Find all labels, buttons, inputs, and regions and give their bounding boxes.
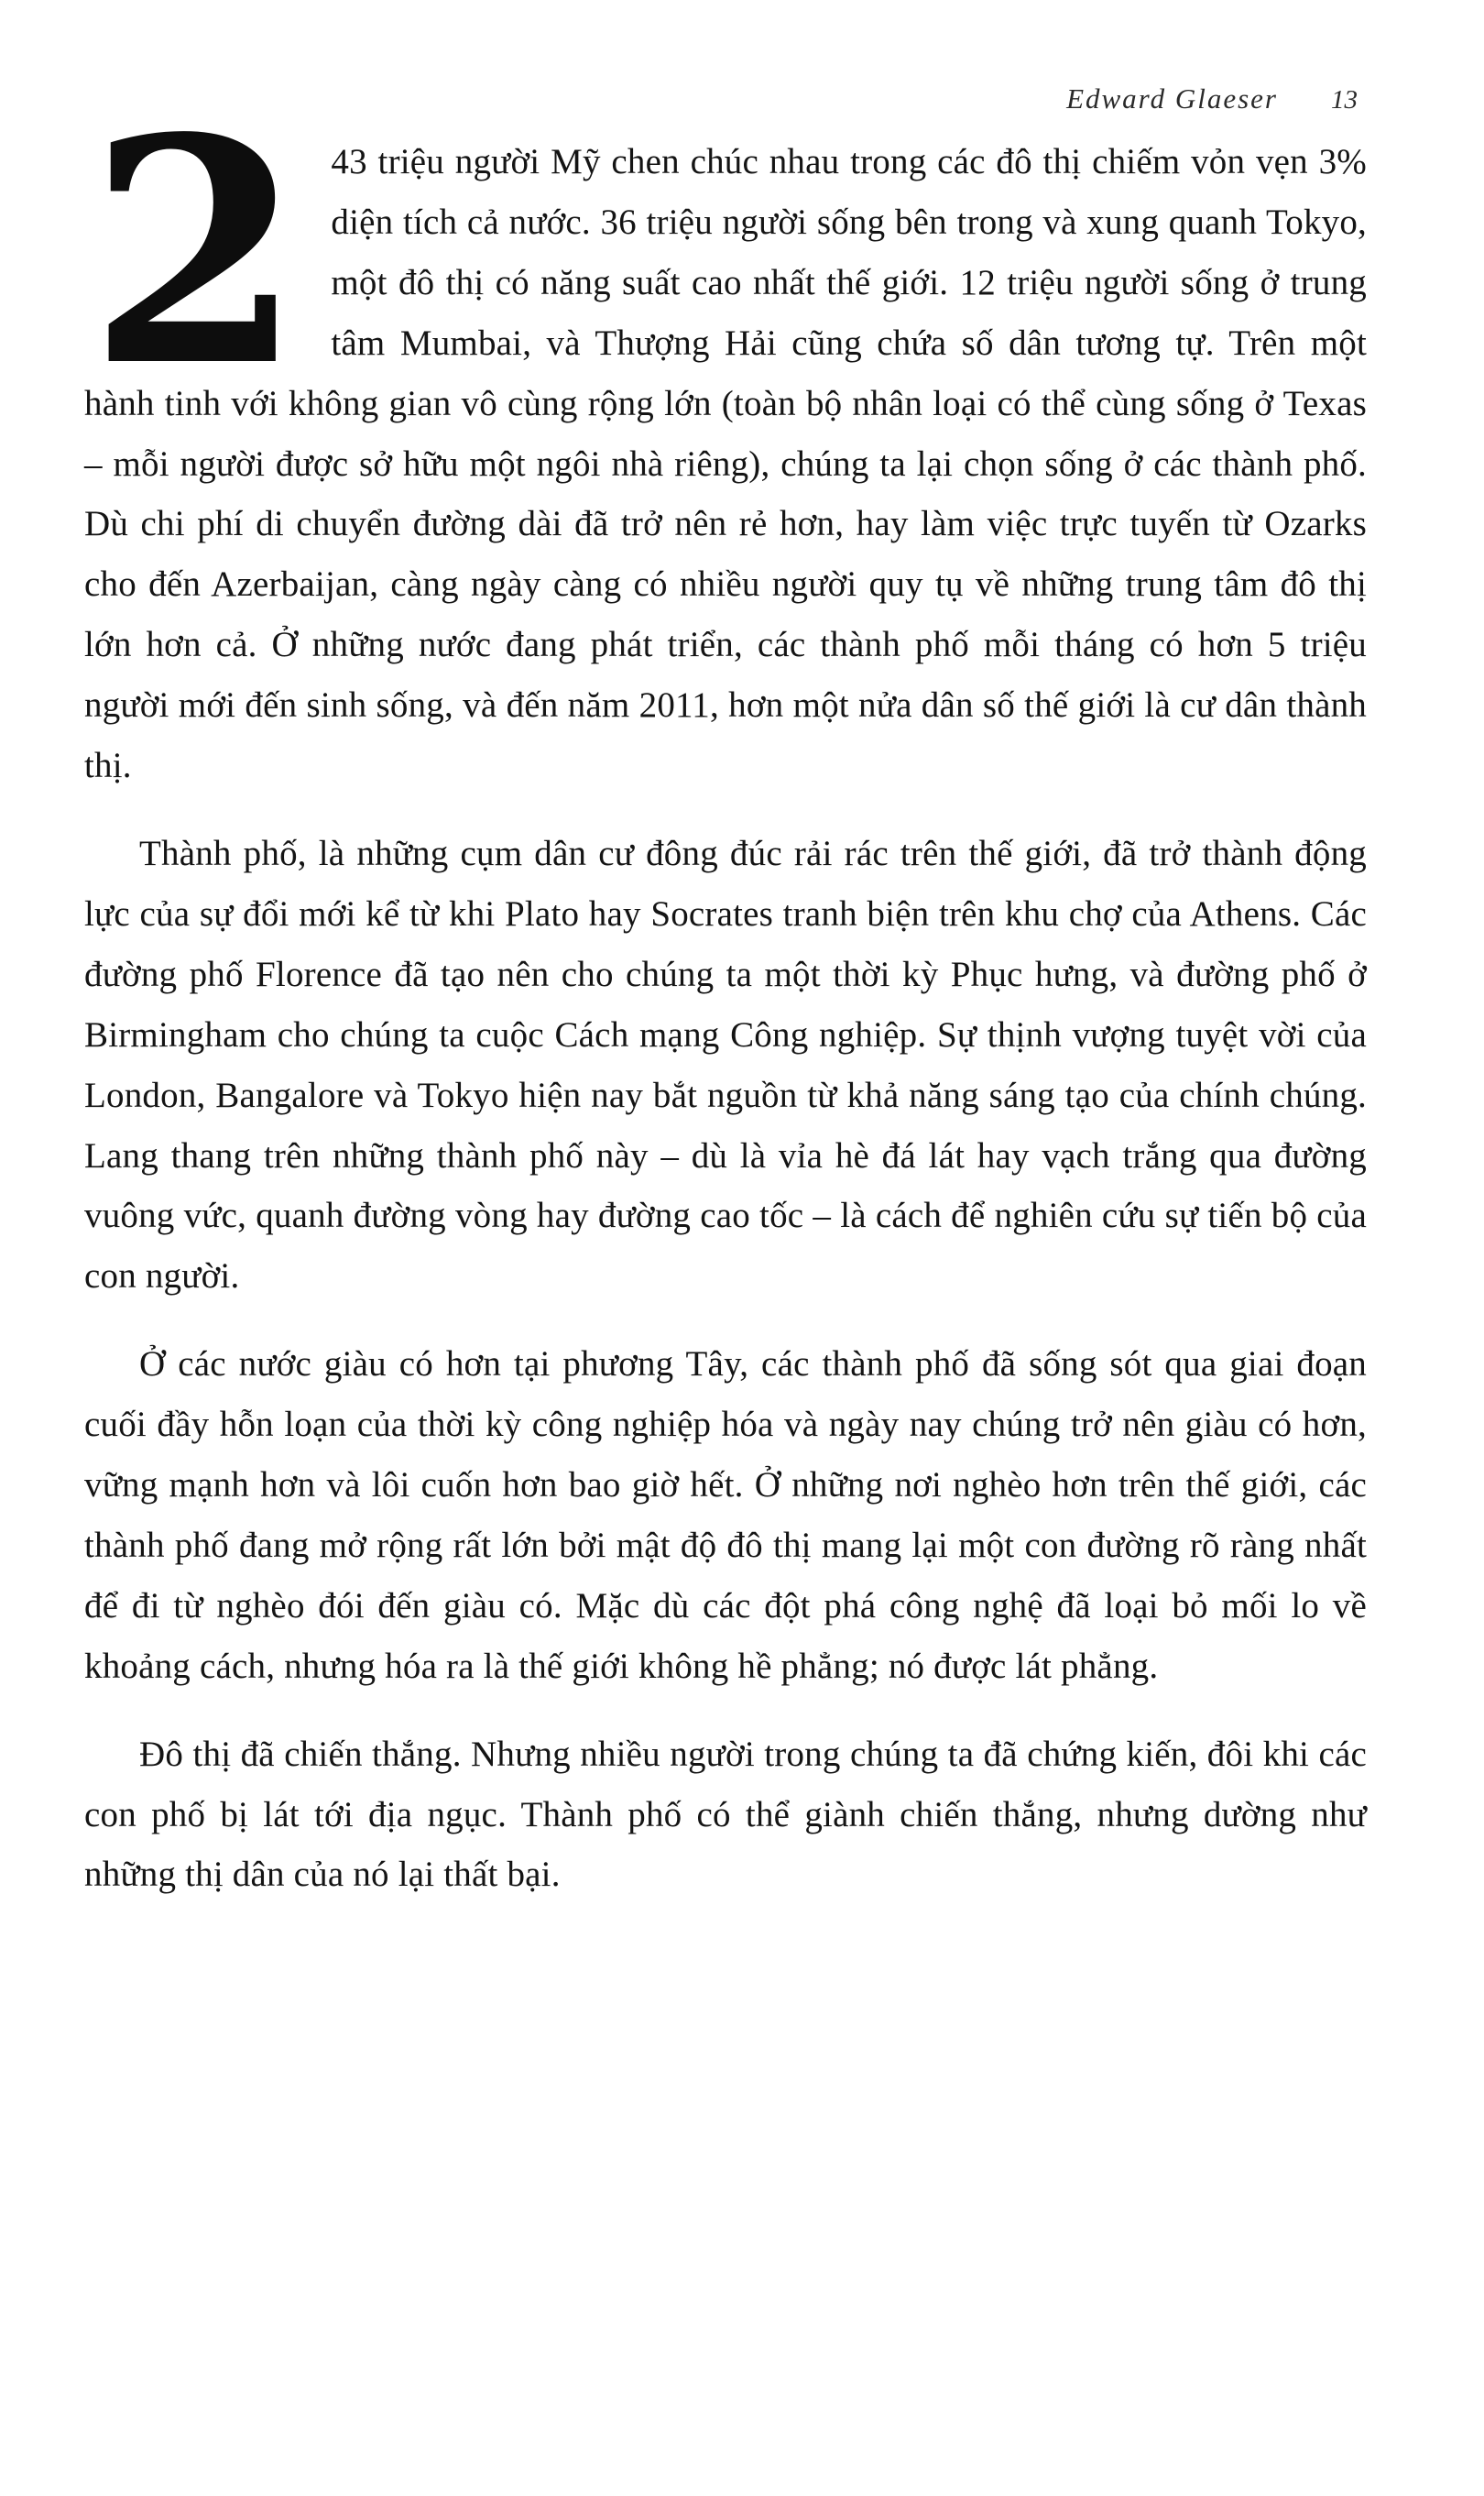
page-number: 13 xyxy=(1331,85,1358,115)
paragraph-1-text: 43 triệu người Mỹ chen chúc nhau trong các đô thị chiếm vỏn vẹn 3% diện tích cả nước. 36 triệu người sống bên trong và xung quanh Tokyo, một đô thị có năng suất cao nhất thế giới. 12 triệu người sống ở trung tâm Mumbai, và Thượng Hải cũng chứa số dân tương tự. Trên một hành tinh với không gian vô cùng rộng lớn (toàn bộ nhân loại có thể cùng sống ở Texas – mỗi người được sở hữu một ngôi nhà riêng), chúng ta lại chọn sống ở các thành phố. Dù chi phí di chuyển đường dài đã trở nên rẻ hơn, hay làm việc trực tuyến từ Ozarks cho đến Azerbaijan, càng ngày càng có nhiều người quy tụ về những trung tâm đô thị lớn hơn cả. Ở những nước đang phát triển, các thành phố mỗi tháng có hơn 5 triệu người mới đến sinh sống, và đến năm 2011, hơn một nửa dân số thế giới là cư dân thành thị. xyxy=(84,142,1367,786)
paragraph-3: Ở các nước giàu có hơn tại phương Tây, các thành phố đã sống sót qua giai đoạn cuối đầy hỗn loạn của thời kỳ công nghiệp hóa và ngày nay chúng trở nên giàu có hơn, vững mạnh hơn và lôi cuốn hơn bao giờ hết. Ở những nơi nghèo hơn trên thế giới, các thành phố đang mở rộng rất lớn bởi mật độ đô thị mang lại một con đường rõ ràng nhất để đi từ nghèo đói đến giàu có. Mặc dù các đột phá công nghệ đã loại bỏ mối lo về khoảng cách, nhưng hóa ra là thế giới không hề phẳng; nó được lát phẳng. xyxy=(84,1344,1367,1686)
running-head-author: Edward Glaeser xyxy=(1066,82,1278,115)
paragraph-2: Thành phố, là những cụm dân cư đông đúc rải rác trên thế giới, đã trở thành động lực của sự đổi mới kể từ khi Plato hay Socrates tranh biện trên khu chợ của Athens. Các đường phố Florence đã tạo nên cho chúng ta một thời kỳ Phục hưng, và đường phố ở Birmingham cho chúng ta cuộc Cách mạng Công nghiệp. Sự thịnh vượng tuyệt vời của London, Bangalore và Tokyo hiện nay bắt nguồn từ khả năng sáng tạo của chính chúng. Lang thang trên những thành phố này – dù là vỉa hè đá lát hay vạch trắng qua đường vuông vức, quanh đường vòng hay đường cao tốc – là cách để nghiên cứu sự tiến bộ của con người. xyxy=(84,833,1367,1297)
paragraph-4: Đô thị đã chiến thắng. Nhưng nhiều người trong chúng ta đã chứng kiến, đôi khi các con phố bị lát tới địa ngục. Thành phố có thể giành chiến thắng, nhưng dường như những thị dân của nó lại thất bại. xyxy=(84,1734,1367,1895)
drop-cap: 2 xyxy=(88,71,304,434)
